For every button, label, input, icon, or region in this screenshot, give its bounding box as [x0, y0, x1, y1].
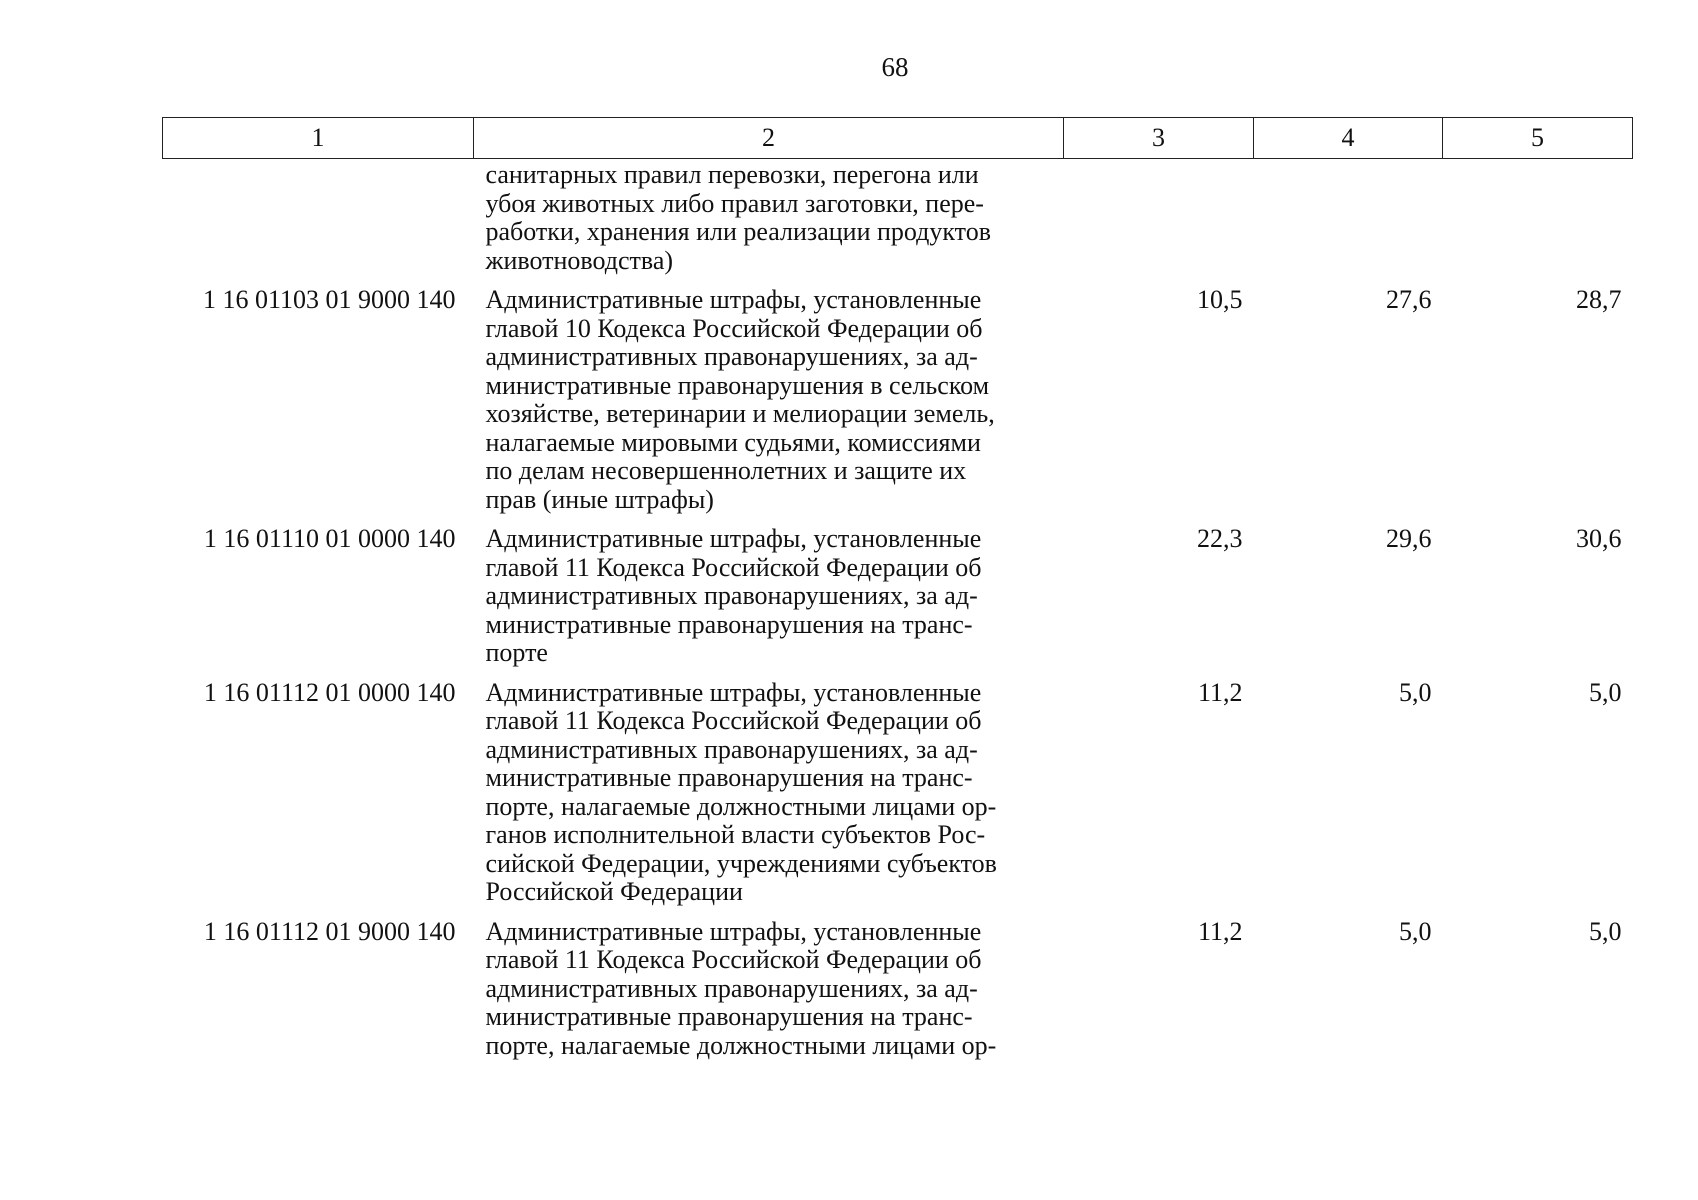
table-body [163, 159, 1633, 1061]
cell-code: 1 16 01112 01 0000 140 [203, 677, 456, 707]
cell-col3: 10,5 [1197, 285, 1243, 314]
cell-col3: 11,2 [1197, 677, 1243, 707]
cell-description-continued: санитарных правил перевозки, перегона или убоя животных либо правил заготовки, пере- работки, хранения или реализации продуктов животноводства) [485, 160, 991, 275]
table-header [163, 118, 1633, 159]
cell-col5: 28,7 [1576, 285, 1622, 314]
cell-col4: 29,6 [1386, 524, 1432, 553]
column-header-1: 1 [163, 118, 474, 159]
cell-description: Административные штрафы, установленные главой 11 Кодекса Российской Федерации об административных правонарушениях, за ад- министративные правонарушения на транс- порте, налагаемые должностными лицами ор- ганов исполнительной власти субъектов Рос- сийской Федерации, учреждениями субъектов Российской Федерации [485, 677, 997, 906]
page-number: 68 [881, 52, 909, 82]
cell-code: 1 16 01112 01 9000 140 [203, 916, 456, 946]
column-header-3: 3 [1064, 118, 1254, 159]
cell-col4: 5,0 [1399, 677, 1432, 707]
cell-col5: 30,6 [1576, 524, 1622, 553]
cell-col5-empty [1443, 159, 1633, 276]
budget-table-container [162, 117, 1632, 1060]
cell-code: 1 16 01110 01 0000 140 [203, 524, 456, 553]
table-row-continued [163, 159, 1633, 276]
cell-col5: 5,0 [1589, 677, 1622, 707]
cell-col3-empty [1064, 159, 1254, 276]
table-row [163, 275, 1633, 514]
cell-description: Административные штрафы, установленные главой 11 Кодекса Российской Федерации об административных правонарушениях, за ад- министративные правонарушения на транс- порте, налагаемые должностными лицами ор- [485, 916, 997, 1060]
table-row [163, 668, 1633, 907]
cell-description: Административные штрафы, установленные главой 10 Кодекса Российской Федерации об административных правонарушениях, за ад- министративные правонарушения в сельском хозяйстве, ветеринарии и мелиорации земель, налагаемые мировыми судьями, комиссиями по делам несовершеннолетних и защите их прав (иные штрафы) [485, 285, 995, 514]
cell-col3: 11,2 [1197, 916, 1243, 946]
cell-description: Административные штрафы, установленные главой 11 Кодекса Российской Федерации об административных правонарушениях, за ад- министративные правонарушения на транс- порте [485, 524, 982, 667]
table-row [163, 907, 1633, 1061]
column-header-2: 2 [474, 118, 1064, 159]
column-header-4: 4 [1254, 118, 1443, 159]
cell-col4: 27,6 [1386, 285, 1432, 314]
cell-col3: 22,3 [1197, 524, 1243, 553]
header-row [163, 118, 1633, 159]
cell-col4-empty [1254, 159, 1443, 276]
cell-col5: 5,0 [1589, 916, 1622, 946]
budget-table [162, 117, 1633, 1060]
cell-code: 1 16 01103 01 9000 140 [202, 285, 456, 314]
cell-code-empty [163, 159, 474, 276]
table-row [163, 514, 1633, 668]
cell-col4: 5,0 [1399, 916, 1432, 946]
column-header-5: 5 [1443, 118, 1633, 159]
